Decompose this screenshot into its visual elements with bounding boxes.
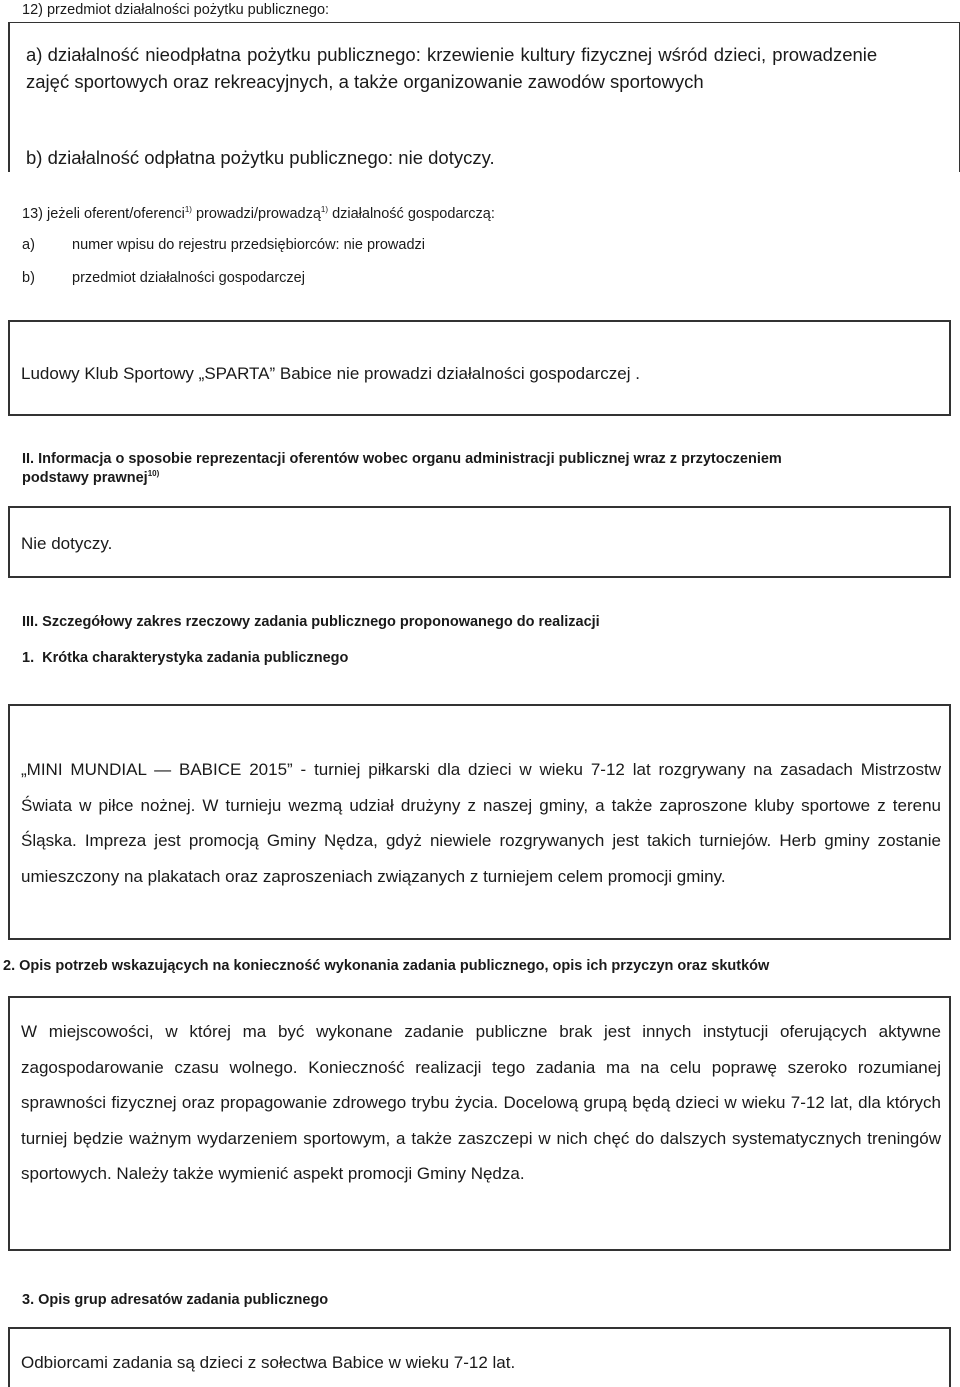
section-13-heading	[22, 206, 495, 222]
task-description-text: „MINI MUNDIAL — BABICE 2015” - turniej piłkarski dla dzieci w wieku 7-12 lat rozgrywany na zasadach Mistrzostw Świata w piłce nożnej. W turnieju wezmą udział drużyny z naszej gminy, a także zaproszone kluby sportowe z terenu Śląska. Impreza jest promocją Gminy Nędza, gdyż niewiele rozgrywanych jest takich turniejów. Herb gminy zostanie umieszczony na plakatach oraz zaproszeniach związanych z turniejem celem promocji gminy.	[21, 760, 941, 886]
s13-heading-part2: prowadzi/prowadzą	[191, 206, 321, 222]
item-12b-label: b)	[26, 147, 43, 168]
item-13b-label: b)	[22, 270, 35, 286]
item-13a-text: numer wpisu do rejestru przedsiębiorców: nie prowadzi	[72, 237, 425, 253]
item-12a-label: a)	[26, 44, 43, 65]
item-12a	[26, 41, 956, 95]
item-13b-text: przedmiot działalności gospodarczej	[72, 270, 305, 286]
item-12a-text-1: działalność nieodpłatna pożytku publicznego: krzewienie kultury fizycznej wśród dzieci, prowadzenie	[47, 44, 878, 65]
target-groups-heading: 3. Opis grup adresatów zadania publicznego	[22, 1292, 329, 1308]
needs-heading: 2. Opis potrzeb wskazujących na konieczność wykonania zadania publicznego, opis ich przyczyn oraz skutków	[3, 958, 770, 974]
s13-heading-part1: 13) jeżeli oferent/oferenci	[22, 206, 185, 222]
needs-text: W miejscowości, w której ma być wykonane zadanie publiczne brak jest innych instytucji oferujących aktywne zagospodarowanie czasu wolnego. Konieczność realizacji tego zadania ma na celu poprawę szeroko rozumianej sprawności fizycznej oraz propagowanie zdrowego trybu życia. Docelową grupą będą dzieci w wieku 7-12 lat, dla których turniej będzie ważnym wydarzeniem sportowym, a także zaszczepi w nich chęć do dalszych systematycznych treningów sportowych. Należy także wymienić aspekt promocji Gminy Nędza.	[21, 1022, 941, 1183]
task-description-box	[8, 704, 951, 940]
item-12a-text-2: zajęć sportowych oraz rekreacyjnych, a także organizowanie zawodów sportowych	[26, 71, 704, 92]
section-12-heading: 12) przedmiot działalności pożytku publicznego:	[22, 2, 330, 18]
item-12b	[26, 147, 495, 169]
item-12b-text: działalność odpłatna pożytku publicznego: nie dotyczy.	[47, 147, 495, 168]
section-II-heading	[22, 450, 942, 488]
economic-activity-text: Ludowy Klub Sportowy „SPARTA” Babice nie prowadzi działalności gospodarczej .	[21, 364, 640, 383]
representation-box	[8, 506, 951, 578]
representation-text: Nie dotyczy.	[21, 534, 113, 553]
section-II-heading-2: podstawy prawnej	[22, 470, 148, 486]
footnote-ref: 10)	[147, 469, 160, 479]
section-II-heading-1: II. Informacja o sposobie reprezentacji oferentów wobec organu administracji publicznej wraz z przytoczeniem	[22, 451, 782, 467]
economic-activity-box	[8, 320, 951, 416]
task-description-heading: 1. Krótka charakterystyka zadania publicznego	[22, 650, 349, 666]
target-groups-text: Odbiorcami zadania są dzieci z sołectwa Babice w wieku 7-12 lat.	[21, 1353, 516, 1372]
section-III-heading: III. Szczegółowy zakres rzeczowy zadania publicznego proponowanego do realizacji	[22, 614, 600, 630]
section-12-box	[8, 22, 960, 172]
item-13a-label: a)	[22, 237, 35, 253]
needs-box	[8, 996, 951, 1251]
s13-heading-part3: działalność gospodarczą:	[328, 206, 495, 222]
footnote-ref: 1)	[184, 205, 192, 215]
target-groups-box	[8, 1327, 951, 1387]
footnote-ref: 1)	[320, 205, 329, 215]
